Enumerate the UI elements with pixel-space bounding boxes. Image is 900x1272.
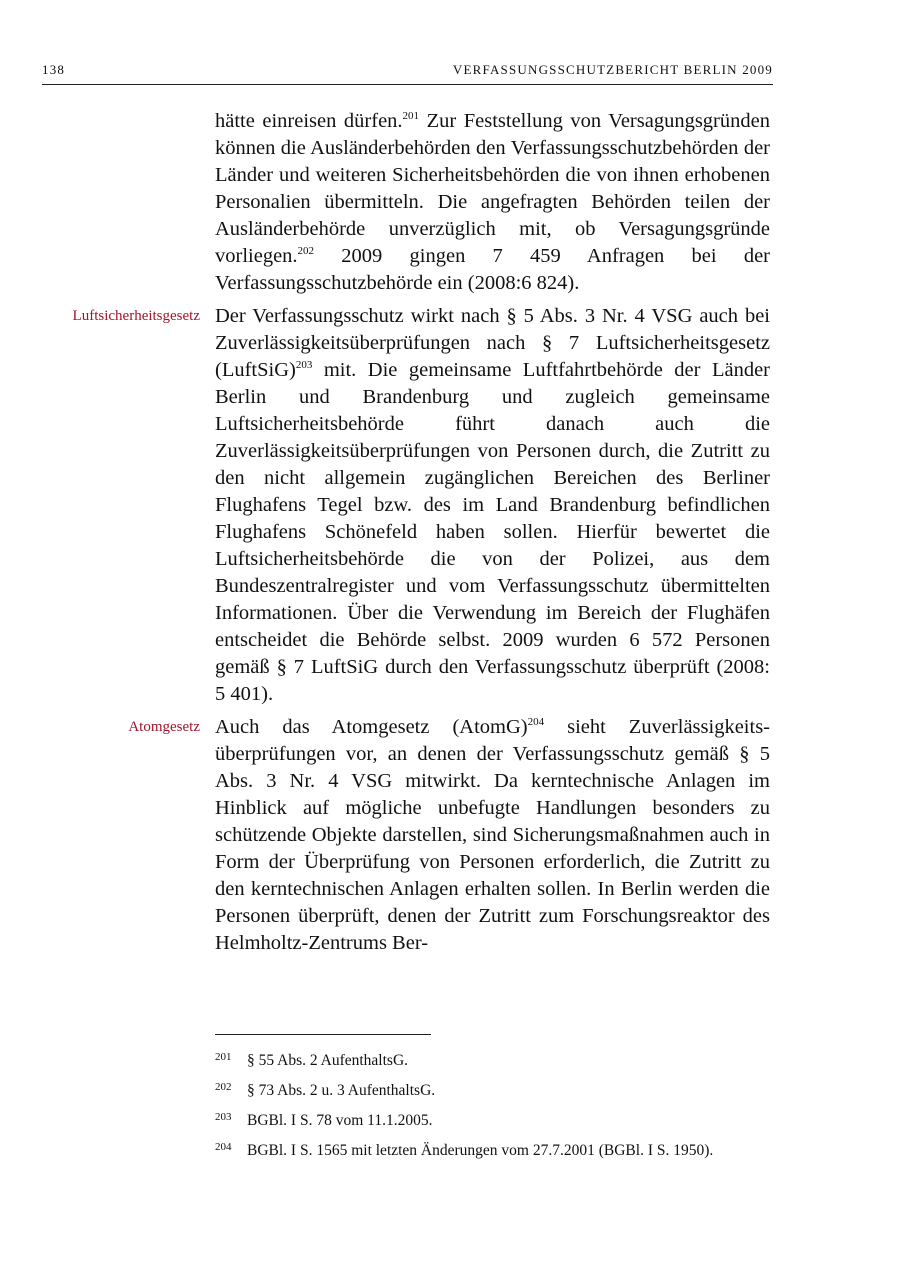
- footnote-text: BGBl. I S. 78 vom 11.1.2005.: [247, 1112, 433, 1129]
- footnote-number: 202: [215, 1081, 232, 1093]
- text-segment: sieht Zuverlässigkeitsüberprüfungen vor, an denen der Verfassungsschutz gemäß § 5 Abs. 3 Nr. 4 VSG mitwirkt. Da kerntechnische Anlagen im Hinblick auf mögliche unbefugte Handlungen besonders zu schützende Objekte darstellen, sind Sicherungsmaßnahmen auch in Form der Überprüfung von Personen erforderlich, die Zutritt zu den kerntechnischen Anlagen erhalten sollen. In Berlin werden die Personen überprüft, denen der Zutritt zum Forschungsreaktor des Helmholtz-Zentrums Ber-: [215, 716, 770, 954]
- text-segment: Auch das Atomgesetz (AtomG): [215, 716, 528, 738]
- footnote-divider: [215, 1034, 431, 1035]
- text-segment: 2009 gingen 7 459 Anfragen bei der Verfassungsschutzbehörde ein (2008:6 824).: [215, 245, 770, 294]
- footnote-number: 204: [215, 1141, 232, 1153]
- text-segment: Zur Feststellung von Versagungsgründen können die Ausländerbehörden den Verfassungsschutzbehörden der Länder und weiteren Sicherheitsbehörden die von ihnen erhobenen Personalien übermitteln. Die angefragten Behörden teilen der Ausländerbehörde unverzüglich mit, ob Versagungsgründe vorliegen.: [215, 110, 770, 267]
- margin-label: Luftsicherheitsgesetz: [72, 308, 200, 324]
- footnote-number: 203: [215, 1111, 232, 1123]
- footnote-text: § 73 Abs. 2 u. 3 AufenthaltsG.: [247, 1082, 436, 1099]
- running-title: VERFASSUNGSSCHUTZBERICHT BERLIN 2009: [452, 62, 773, 77]
- text-segment: Der Verfassungsschutz wirkt nach § 5 Abs. 3 Nr. 4 VSG auch bei Zuverlässigkeitsüberprüfungen nach § 7 Luftsicherheitsgesetz (LuftSiG): [215, 305, 770, 381]
- footnote-ref[interactable]: 204: [527, 716, 545, 729]
- footnote-text: § 55 Abs. 2 AufenthaltsG.: [247, 1052, 409, 1069]
- paragraph: [72, 303, 770, 708]
- paragraph: [215, 108, 770, 297]
- footnote: [215, 1080, 770, 1102]
- text-segment: mit. Die gemeinsame Luftfahrtbehörde der Länder Berlin und Brandenburg und zugleich gemeinsame Luftsicherheitsbehörde führt danach auch die Zuverlässigkeitsüberprüfungen von Personen durch, die Zutritt zu den nicht allgemein zugänglichen Bereichen des Berliner Flughafens Tegel bzw. des im Land Brandenburg befindlichen Flughafens Schönefeld haben sollen. Hierfür bewertet die Luftsicherheitsbehörde die von der Polizei, aus dem Bundeszentralregister und vom Verfassungsschutz übermittelten Informationen. Über die Verwendung im Bereich der Flughäfen entscheidet die Behörde selbst. 2009 wurden 6 572 Personen gemäß § 7 LuftSiG durch den Verfassungsschutz überprüft (2008: 5 401).: [215, 359, 770, 705]
- footnotes: [215, 1050, 770, 1170]
- margin-label: Atomgesetz: [128, 719, 200, 735]
- paragraph: [128, 714, 770, 957]
- footnote-text: BGBl. I S. 1565 mit letzten Änderungen vom 27.7.2001 (BGBl. I S. 1950).: [247, 1142, 714, 1159]
- main-text: [72, 108, 770, 963]
- footnote: [215, 1110, 770, 1132]
- page-header: [42, 62, 773, 85]
- footnote-ref[interactable]: 202: [297, 245, 315, 258]
- footnote-number: 201: [215, 1051, 232, 1063]
- footnote: [215, 1140, 770, 1162]
- footnote-ref[interactable]: 201: [402, 110, 420, 123]
- footnote-ref[interactable]: 203: [295, 359, 313, 372]
- page-number: 138: [42, 62, 66, 77]
- footnote: [215, 1050, 770, 1072]
- text-segment: hätte einreisen dürfen.: [215, 110, 403, 132]
